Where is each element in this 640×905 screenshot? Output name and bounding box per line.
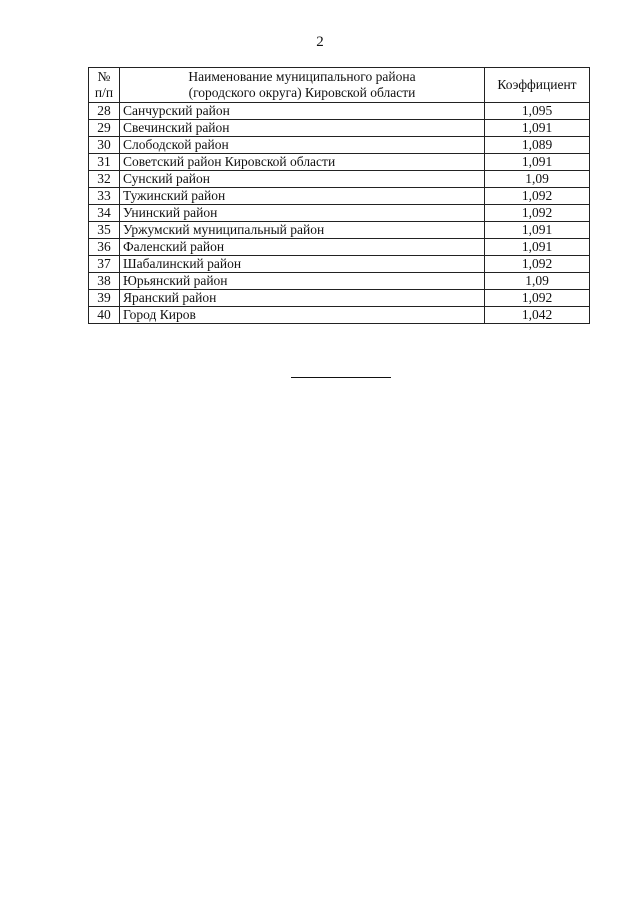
coefficient-value: 1,092 [485,205,590,222]
row-number: 30 [89,137,120,154]
district-name: Свечинский район [120,120,485,137]
row-number: 34 [89,205,120,222]
table-row [89,290,590,307]
table-row [89,239,590,256]
district-name: Яранский район [120,290,485,307]
coefficient-value: 1,092 [485,290,590,307]
table-row [89,205,590,222]
coefficient-value: 1,09 [485,273,590,290]
table-header [89,68,590,103]
row-number: 35 [89,222,120,239]
row-number: 36 [89,239,120,256]
table-row [89,120,590,137]
district-name: Унинский район [120,205,485,222]
coefficient-value: 1,095 [485,103,590,120]
district-name: Санчурский район [120,103,485,120]
district-name: Уржумский муниципальный район [120,222,485,239]
coefficient-value: 1,091 [485,120,590,137]
table-row [89,103,590,120]
header-row [89,68,590,103]
page-number: 2 [316,34,324,50]
coefficient-value: 1,091 [485,239,590,256]
district-name: Советский район Кировской области [120,154,485,171]
district-name: Тужинский район [120,188,485,205]
district-name: Слободской район [120,137,485,154]
table-row [89,154,590,171]
coefficient-value: 1,089 [485,137,590,154]
table-row [89,273,590,290]
coefficient-value: 1,09 [485,171,590,188]
row-number: 38 [89,273,120,290]
column-header-name [120,68,485,103]
table-row [89,137,590,154]
row-number: 39 [89,290,120,307]
row-number: 32 [89,171,120,188]
table-row [89,222,590,239]
coefficient-value: 1,042 [485,307,590,324]
district-name: Юрьянский район [120,273,485,290]
table-row [89,171,590,188]
coefficient-table [88,67,590,324]
row-number: 29 [89,120,120,137]
district-name: Город Киров [120,307,485,324]
coefficient-value: 1,091 [485,154,590,171]
coefficient-value: 1,092 [485,188,590,205]
column-header-number-line2: п/п [94,85,114,100]
column-header-number-line1: № [97,69,111,84]
table-row [89,307,590,324]
district-name: Шабалинский район [120,256,485,273]
district-name: Сунский район [120,171,485,188]
end-divider-line [291,377,391,378]
column-header-name-line1: Наименование муниципального района [188,69,416,84]
column-header-coefficient: Коэффициент [485,68,590,103]
district-name: Фаленский район [120,239,485,256]
column-header-number [89,68,120,103]
row-number: 37 [89,256,120,273]
row-number: 40 [89,307,120,324]
coefficient-value: 1,091 [485,222,590,239]
column-header-name-line2: (городского округа) Кировской области [188,85,416,100]
table-body [89,103,590,324]
row-number: 28 [89,103,120,120]
table-row [89,188,590,205]
row-number: 31 [89,154,120,171]
row-number: 33 [89,188,120,205]
coefficient-value: 1,092 [485,256,590,273]
table-row [89,256,590,273]
